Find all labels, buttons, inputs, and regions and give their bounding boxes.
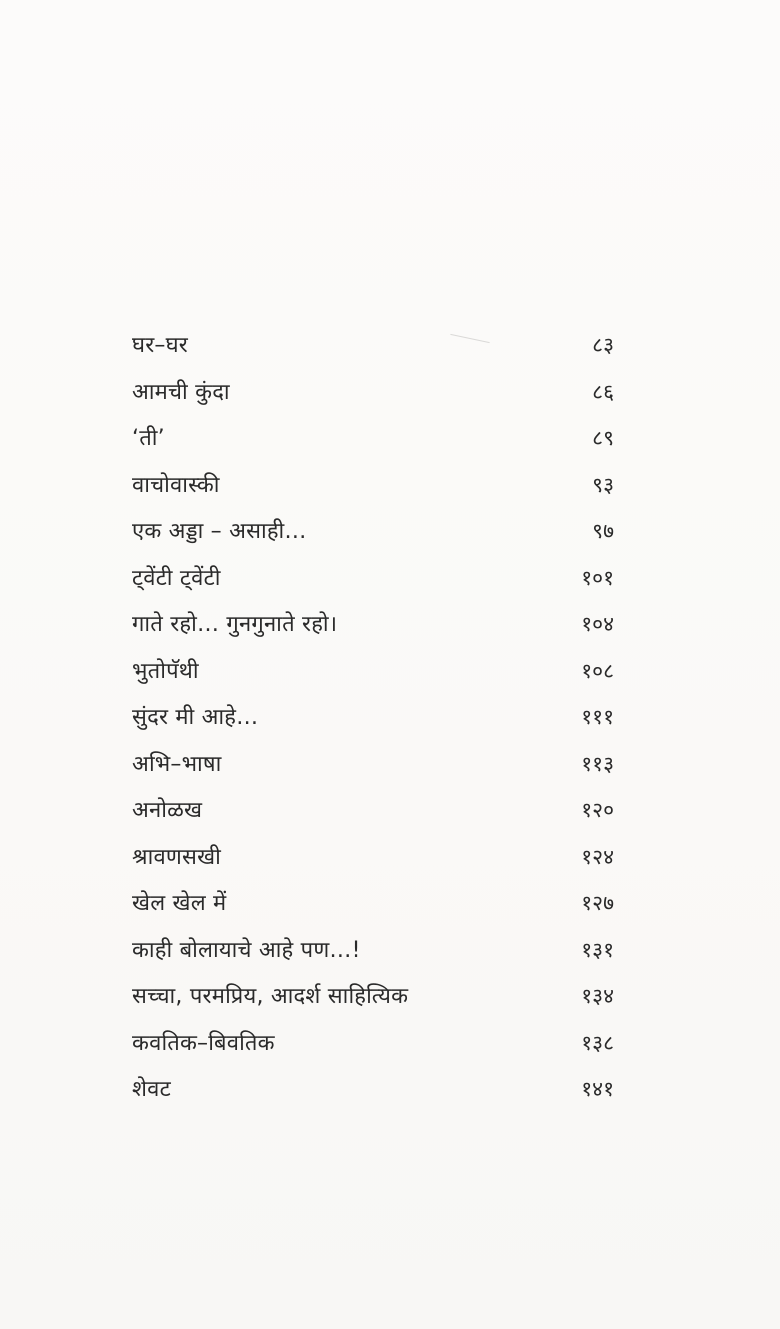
toc-entry-title: अभि–भाषा [132, 751, 222, 777]
toc-entry-page: ९३ [592, 472, 614, 497]
toc-entry [132, 508, 614, 555]
toc-entry [132, 694, 614, 741]
toc-entry-title: सच्चा, परमप्रिय, आदर्श साहित्यिक [132, 984, 409, 1009]
toc-entry-title: कवतिक–बिवतिक [132, 1030, 275, 1056]
toc-entry [132, 834, 614, 881]
toc-entry-title: वाचोवास्की [132, 472, 220, 498]
toc-entry-title: ट्वेंटी ट्वेंटी [132, 565, 221, 591]
toc-entry-title: खेल खेल में [132, 891, 227, 916]
toc-entry-title: शेवट [132, 1077, 171, 1102]
toc-entry-title: भुतोपॅथी [132, 658, 199, 684]
toc-entry [132, 648, 614, 695]
toc-entry-title: काही बोलायाचे आहे पण…! [132, 937, 361, 963]
toc-entry-page: १०४ [581, 612, 614, 636]
toc-entry-title: गाते रहो… गुनगुनाते रहो। [132, 612, 338, 637]
toc-entry-title: श्रावणसखी [132, 844, 221, 870]
toc-entry [132, 1020, 614, 1067]
toc-entry-page: १०१ [581, 565, 614, 590]
toc-entry [132, 741, 614, 788]
toc-entry-page: १४१ [581, 1077, 614, 1101]
toc-entry-page: ८३ [592, 333, 614, 357]
toc-entry [132, 973, 614, 1020]
toc-entry [132, 555, 614, 602]
toc-entry-page: १११ [581, 705, 614, 729]
toc-entry-page: ११३ [581, 751, 614, 776]
toc-entry-page: १२४ [581, 844, 614, 869]
toc-entry [132, 369, 614, 416]
toc-entry-page: १३४ [581, 984, 614, 1008]
toc-entry-page: १२० [581, 798, 614, 822]
toc-entry-page: १०८ [581, 658, 614, 683]
toc-entry-title: सुंदर मी आहे… [132, 705, 259, 730]
toc-entry [132, 601, 614, 648]
table-of-contents [132, 322, 614, 1113]
toc-entry [132, 415, 614, 462]
toc-entry-page: १३८ [581, 1030, 614, 1055]
toc-entry-page: ९७ [592, 519, 614, 543]
toc-entry-title: घर–घर [132, 333, 189, 358]
toc-entry-title: अनोळख [132, 798, 203, 823]
toc-entry [132, 927, 614, 974]
toc-entry-page: १३१ [581, 937, 614, 962]
toc-entry [132, 322, 614, 369]
toc-entry [132, 462, 614, 509]
toc-entry [132, 880, 614, 927]
toc-entry-page: ८९ [592, 426, 614, 450]
toc-entry-title: आमची कुंदा [132, 379, 230, 405]
toc-entry-title: एक अड्डा – असाही… [132, 519, 307, 544]
toc-entry-page: १२७ [581, 891, 614, 915]
toc-entry-page: ८६ [592, 379, 614, 404]
toc-entry [132, 787, 614, 834]
toc-entry-title: ‘ती’ [132, 426, 165, 451]
toc-entry [132, 1066, 614, 1113]
